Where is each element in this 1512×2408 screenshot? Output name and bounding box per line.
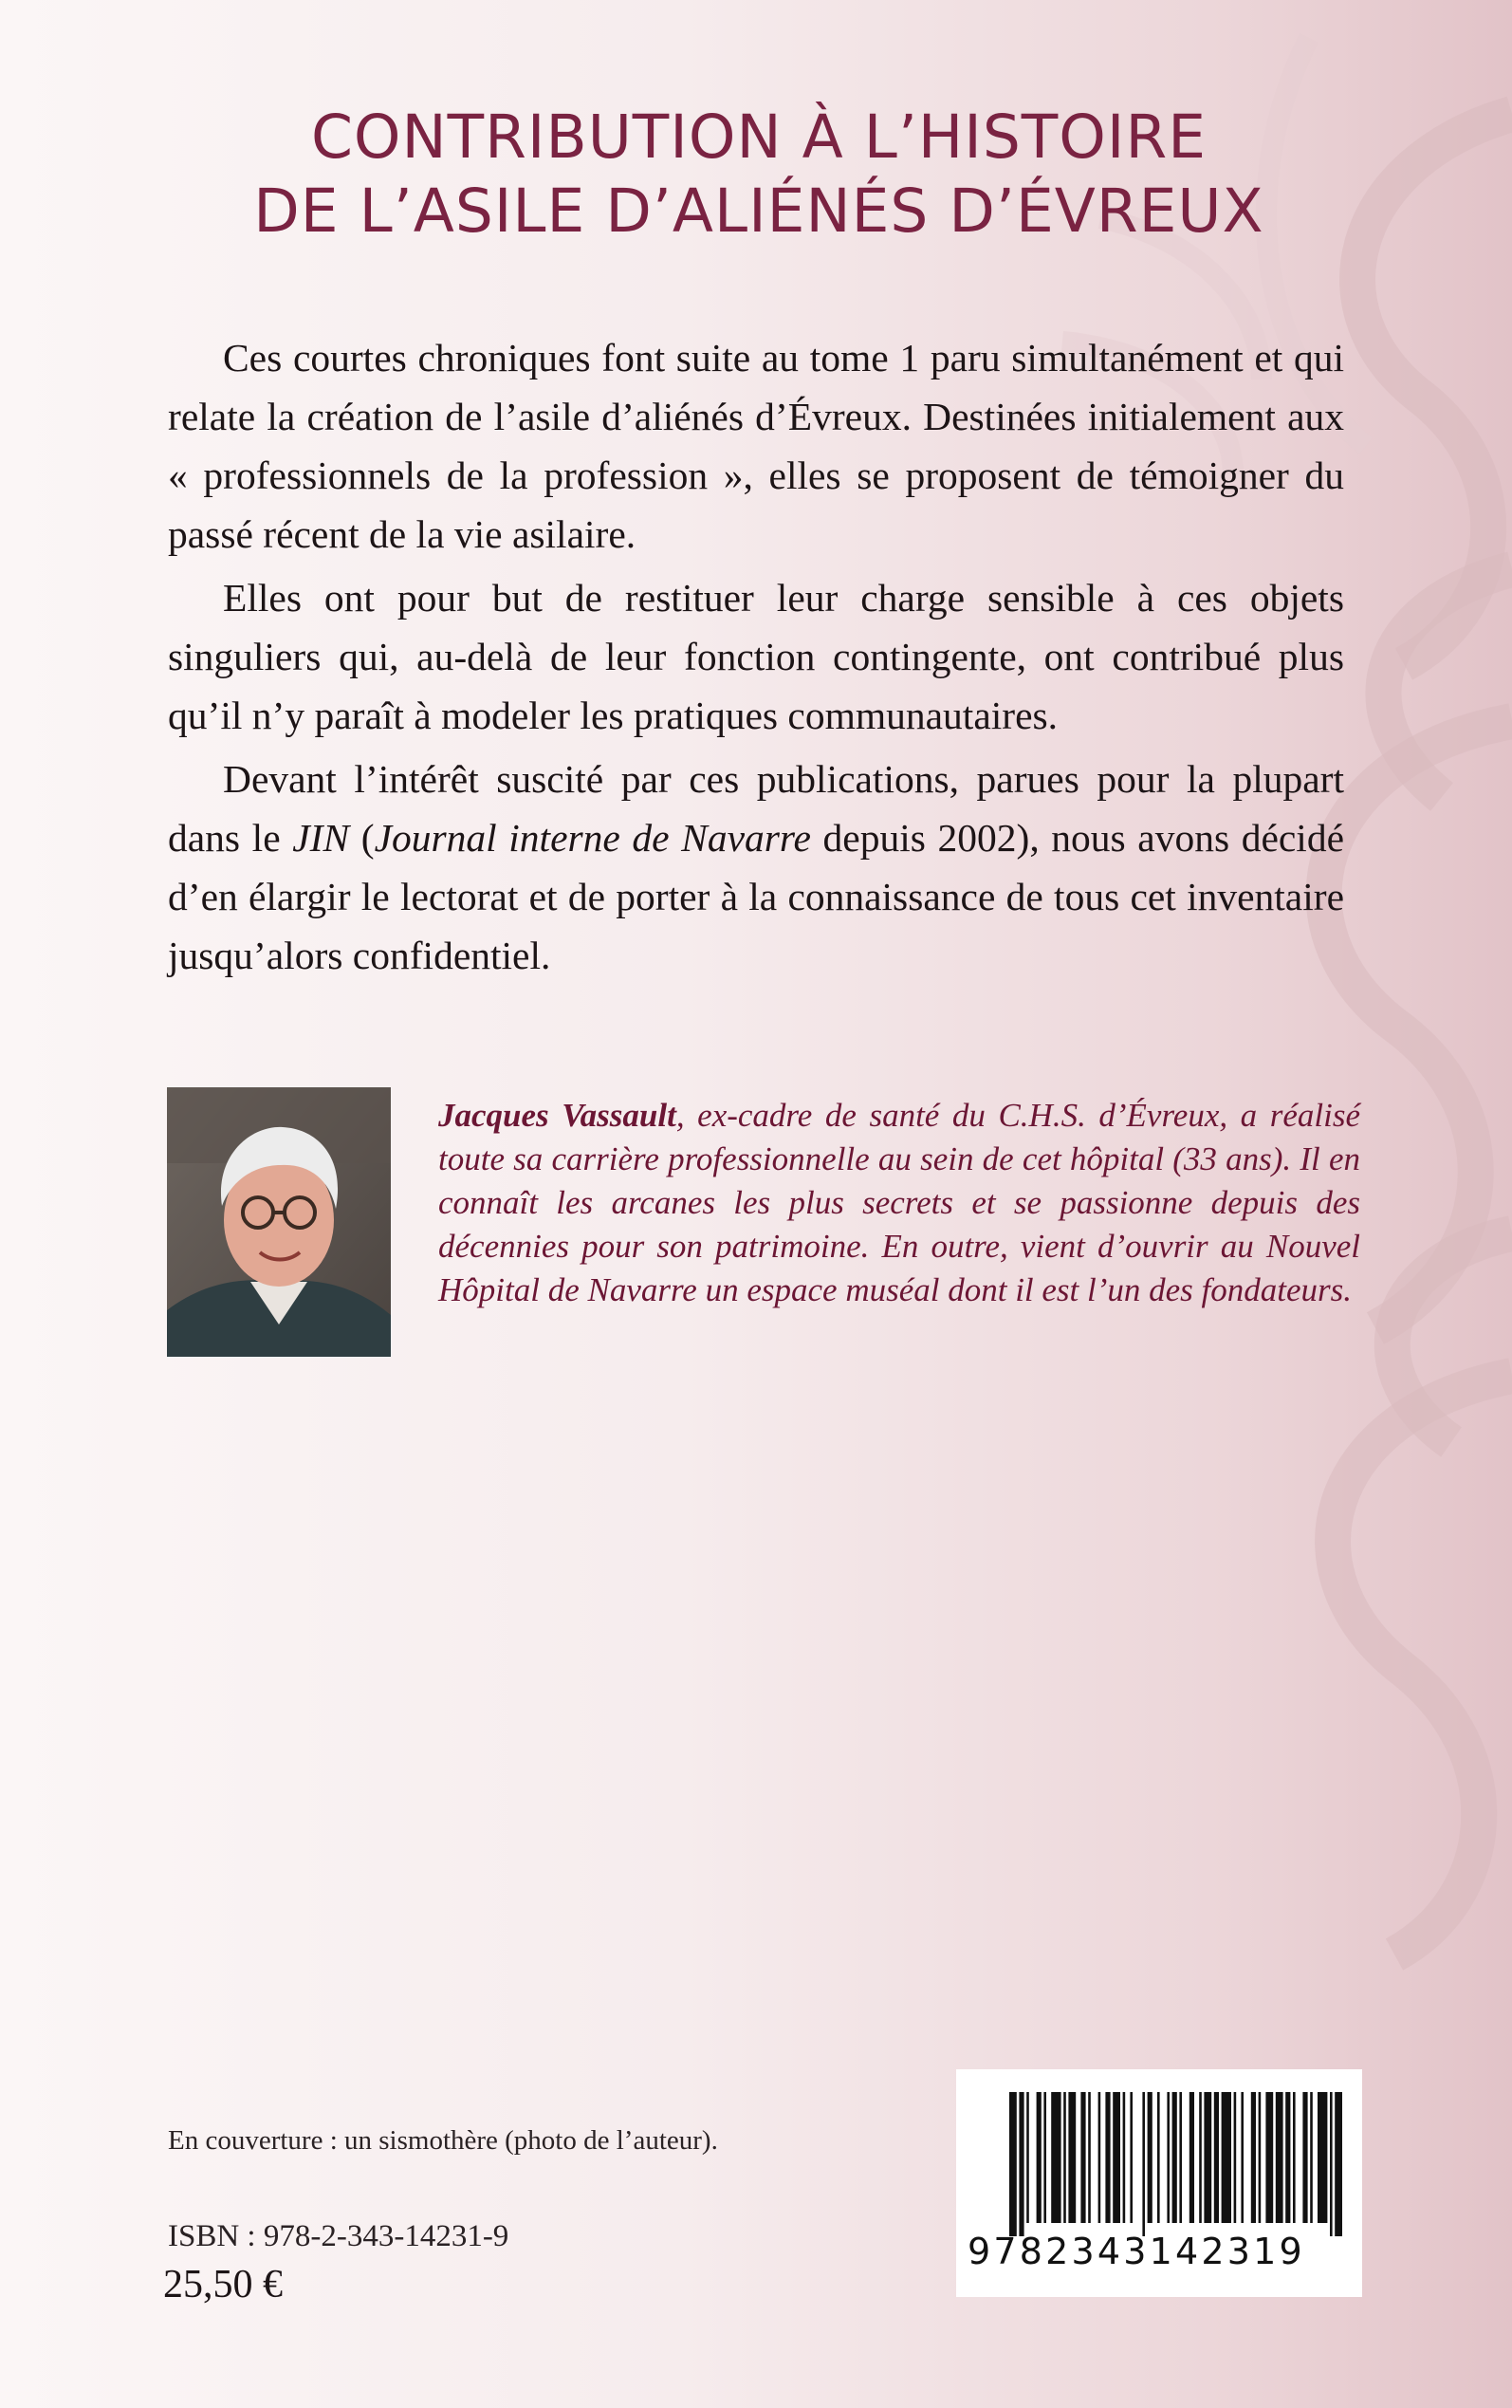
barcode-bar — [1259, 2092, 1262, 2223]
barcode-bar — [1204, 2092, 1211, 2223]
author-bio — [438, 1094, 1360, 1312]
barcode-bar — [1234, 2092, 1237, 2223]
blurb-paragraph-1: Ces courtes chroniques font suite au tome 1 paru simultanément et qui relate la création de l’asile d’aliénés d’Évreux. Destinées initialement aux « professionnels de la profession », elles se proposent de témoigner du passé récent de la vie asilaire. — [168, 336, 1344, 556]
barcode-bar — [1285, 2092, 1290, 2223]
barcode-bar — [1026, 2092, 1029, 2223]
cover-credit: En couverture : un sismothère (photo de l’auteur). — [168, 2125, 718, 2156]
barcode-bar — [1179, 2092, 1182, 2223]
barcode-bar — [1051, 2092, 1060, 2223]
book-title-line-1: CONTRIBUTION À L’HISTOIRE — [310, 102, 1208, 172]
author-portrait-illustration — [167, 1087, 391, 1357]
barcode — [956, 2069, 1362, 2297]
barcode-bar — [1148, 2092, 1152, 2223]
blurb-paragraph-3 — [168, 750, 1344, 985]
barcode-number: 9782343142319 — [968, 2231, 1305, 2272]
barcode-bar — [1043, 2092, 1046, 2223]
price: 25,50 € — [163, 2263, 283, 2306]
barcode-bar — [1088, 2092, 1091, 2223]
barcode-bar — [1251, 2092, 1256, 2223]
book-title-line-2: DE L’ASILE D’ALIÉNÉS D’ÉVREUX — [253, 176, 1264, 246]
jin-abbreviation: JIN — [292, 816, 350, 860]
barcode-bar — [1009, 2092, 1017, 2236]
barcode-bar — [1105, 2092, 1110, 2223]
barcode-bar — [1037, 2092, 1042, 2223]
barcode-bar — [1335, 2092, 1342, 2236]
barcode-bar — [1310, 2092, 1313, 2223]
author-bio-text: , ex-cadre de santé du C.H.S. d’Évreux, a réalisé toute sa carrière professionnelle au sein de cet hôpital (33 ans). Il en connaît les arcanes les plus secrets et se passionne depuis des décennies pour son patrimoine. En outre, vient d’ouvrir au Nouvel Hôpital de Navarre un espace muséal dont il est l’un des fondateurs. — [438, 1097, 1360, 1308]
journal-name: Journal interne de Navarre — [374, 816, 811, 860]
blurb-p3-before: Devant l’intérêt suscité par ces publications, parues pour la plupart dans le — [168, 757, 1344, 860]
book-blurb — [168, 328, 1344, 990]
barcode-bar — [1214, 2092, 1219, 2223]
barcode-bar — [1302, 2092, 1307, 2223]
barcode-bar — [1293, 2092, 1296, 2223]
author-photo — [167, 1087, 391, 1357]
barcode-bar — [1068, 2092, 1076, 2223]
blurb-p3-after: depuis 2002), nous avons décidé d’en élargir le lectorat et de porter à la connaissance de tous cet inventaire jusqu’alors confidentiel. — [168, 816, 1344, 977]
book-title — [142, 101, 1375, 249]
isbn: ISBN : 978-2-343-14231-9 — [168, 2219, 509, 2253]
barcode-bar — [1172, 2092, 1177, 2223]
barcode-bar — [1189, 2092, 1194, 2223]
barcode-bar — [1276, 2092, 1283, 2223]
barcode-bar — [1063, 2092, 1066, 2223]
barcode-bar — [1080, 2092, 1085, 2223]
barcode-bar — [1199, 2092, 1202, 2223]
barcode-bar — [1130, 2092, 1133, 2223]
barcode-bar — [1318, 2092, 1327, 2223]
barcode-bar — [1330, 2092, 1333, 2236]
barcode-bar — [1157, 2092, 1160, 2223]
barcode-bar — [1167, 2092, 1170, 2223]
blurb-paragraph-2: Elles ont pour but de restituer leur charge sensible à ces objets singuliers qui, au-delà de leur fonction contingente, ont contribué plus qu’il n’y paraît à modeler les pratiques communautaires. — [168, 576, 1344, 737]
barcode-bar — [1019, 2092, 1023, 2236]
author-name: Jacques Vassault — [438, 1097, 676, 1134]
barcode-bar — [1123, 2092, 1126, 2223]
barcode-bar — [1265, 2092, 1273, 2223]
barcode-bar — [1241, 2092, 1244, 2223]
barcode-bar — [1098, 2092, 1101, 2223]
barcode-bar — [1222, 2092, 1231, 2223]
barcode-bar — [1142, 2092, 1145, 2236]
blurb-p3-open: ( — [349, 816, 375, 860]
barcode-bar — [1113, 2092, 1120, 2223]
